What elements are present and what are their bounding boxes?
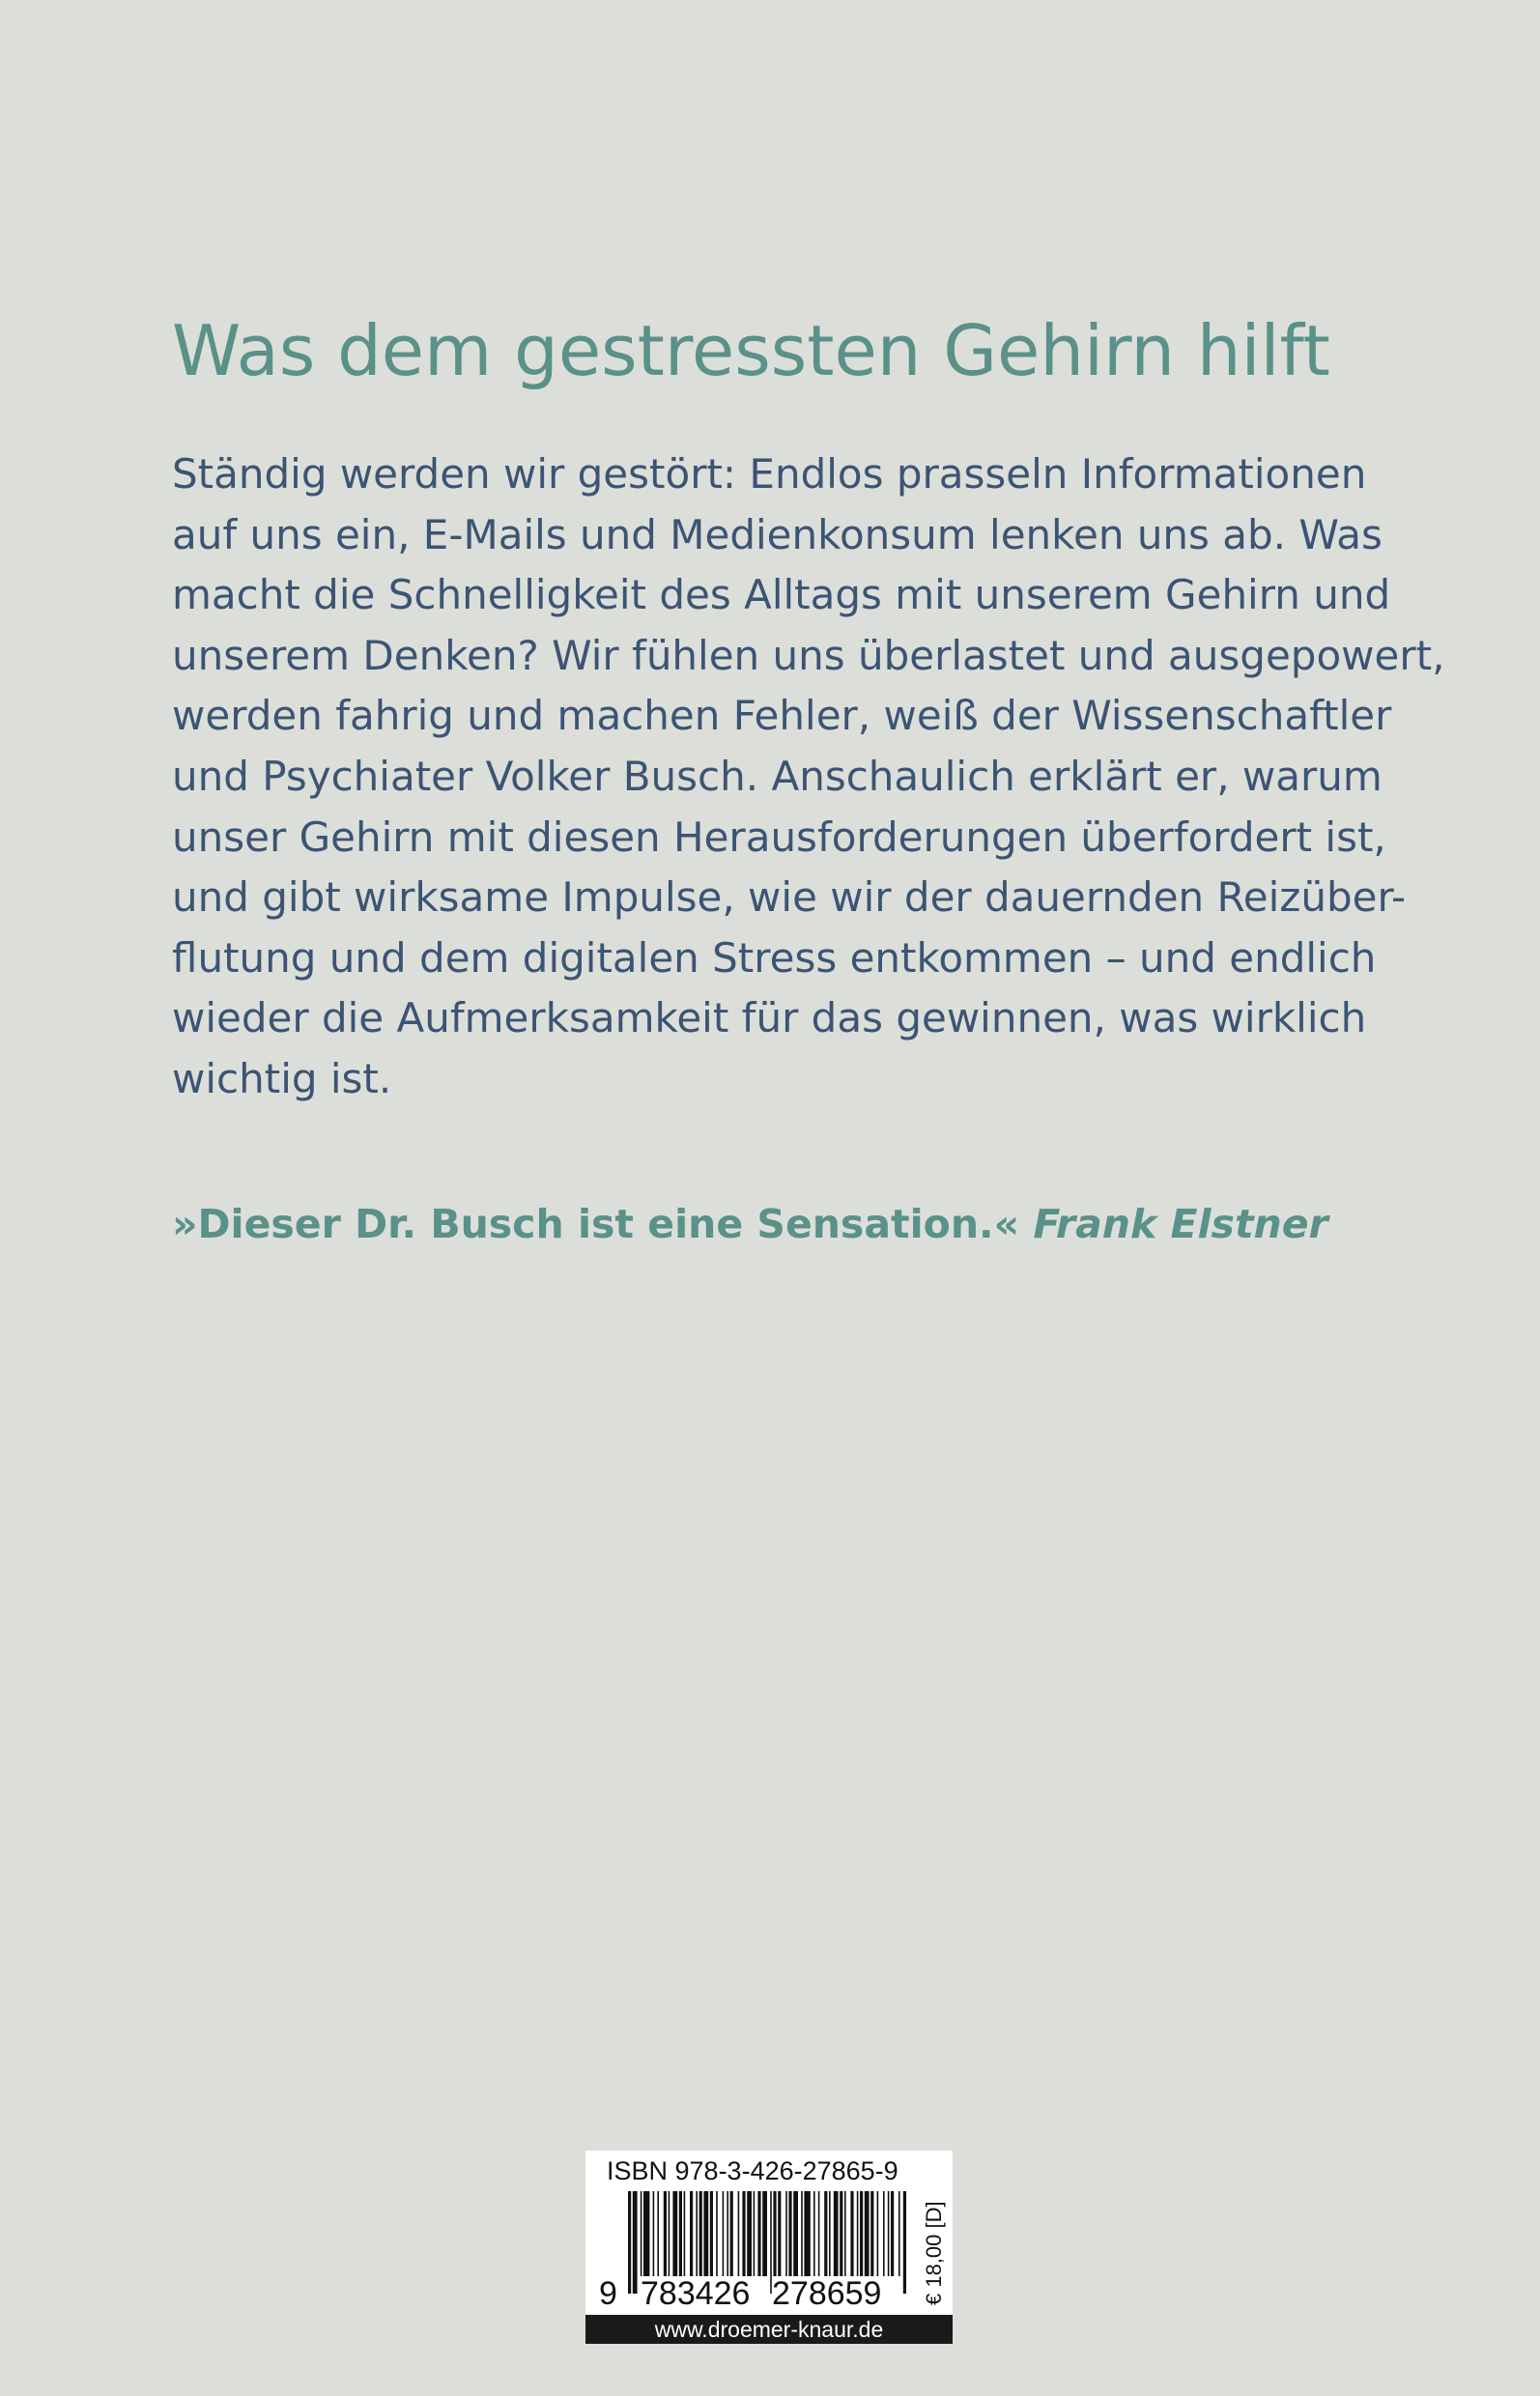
barcode-bar [727,2191,728,2276]
blurb-line: werden fahrig und machen Fehler, weiß der Wissenschaftler [172,692,1392,740]
barcode-bar [696,2191,698,2276]
barcode-bar [801,2191,803,2276]
barcode-bar [870,2191,873,2276]
barcode-bar [643,2191,649,2276]
blurb-line: auf uns ein, E-Mails und Medienkonsum lenken uns ab. Was [172,510,1383,558]
barcode-bar [891,2191,894,2276]
barcode-bar [883,2191,885,2276]
barcode-bar [738,2191,740,2276]
barcode-bar [762,2191,767,2276]
blurb-line: und gibt wirksame Impulse, wie wir der dauernden Reizüber- [172,873,1407,922]
quote-text: »Dieser Dr. Busch ist eine Sensation.« [172,1201,1020,1247]
barcode-bar [672,2191,677,2276]
barcode-bar [664,2191,667,2276]
barcode-bar [679,2191,682,2276]
barcode-bar [669,2191,670,2276]
barcode-bar [773,2191,776,2276]
publisher-url: www.droemer-knaur.de [585,2315,953,2344]
blurb-line: unser Gehirn mit diesen Herausforderungen überfordert ist, [172,813,1386,861]
barcode-bar [757,2191,760,2276]
barcode-bar [710,2191,713,2276]
blurb-line: flutung und dem digitalen Stress entkommen – und endlich [172,933,1377,982]
barcode-bar [716,2191,718,2276]
barcode-bar [754,2191,756,2276]
barcode-bar [857,2191,859,2276]
barcode-bar [824,2191,827,2276]
barcode-bar [699,2191,702,2276]
barcode-bar [818,2191,820,2276]
barcode-bar [829,2191,831,2276]
quote-author: Frank Elstner [1033,1201,1328,1247]
barcode-bar [723,2191,725,2276]
headline: Was dem gestressten Gehirn hilft [172,310,1330,391]
barcode-label [585,2151,953,2344]
barcode-bar [898,2191,900,2276]
barcode-bar [690,2191,693,2276]
blurb-line: wichtig ist. [172,1054,392,1102]
barcode-bar [844,2191,846,2276]
barcode-bar [633,2191,638,2294]
barcode-bar [653,2191,655,2276]
barcode-bar [888,2191,890,2276]
barcode-bar [877,2191,879,2276]
barcode-bar [813,2191,815,2276]
barcode-bar [730,2191,733,2276]
barcode-bar [657,2191,659,2276]
barcode-digits-right: 278659 [772,2275,882,2312]
barcode-bar [834,2191,839,2276]
barcode-bar [865,2191,870,2276]
barcode-bar [860,2191,863,2276]
barcode-bar [684,2191,686,2276]
barcode-bar [840,2191,842,2276]
blurb-line: Ständig werden wir gestört: Endlos prasseln Informationen [172,450,1367,498]
testimonial-quote [172,1195,1328,1253]
isbn-number: ISBN 978-3-426-27865-9 [607,2156,898,2185]
barcode-bar [785,2191,787,2276]
barcode-bar [793,2191,798,2276]
barcode-digit-first: 9 [599,2275,617,2312]
barcode-bar [641,2191,642,2276]
blurb-line: und Psychiater Volker Busch. Anschaulich erklärt er, warum [172,752,1383,800]
barcode-bar [778,2191,781,2276]
barcode-bar [742,2191,745,2276]
barcode-bar [804,2191,810,2276]
barcode-bar [788,2191,791,2276]
barcode-bar [747,2191,752,2276]
barcode-digits-left: 783426 [641,2275,751,2312]
price-label: € 18,00 [D] [922,2201,946,2305]
barcode-bar [903,2191,906,2294]
barcode-bar [850,2191,853,2276]
blurb-text [172,444,1444,1110]
barcode-bar [628,2191,631,2294]
blurb-line: wieder die Aufmerksamkeit für das gewinnen, was wirklich [172,994,1367,1042]
blurb-line: unserem Denken? Wir fühlen uns überlastet und ausgepowert, [172,631,1445,679]
blurb-line: macht die Schnelligkeit des Alltags mit unserem Gehirn und [172,571,1391,619]
barcode-bar [703,2191,708,2276]
